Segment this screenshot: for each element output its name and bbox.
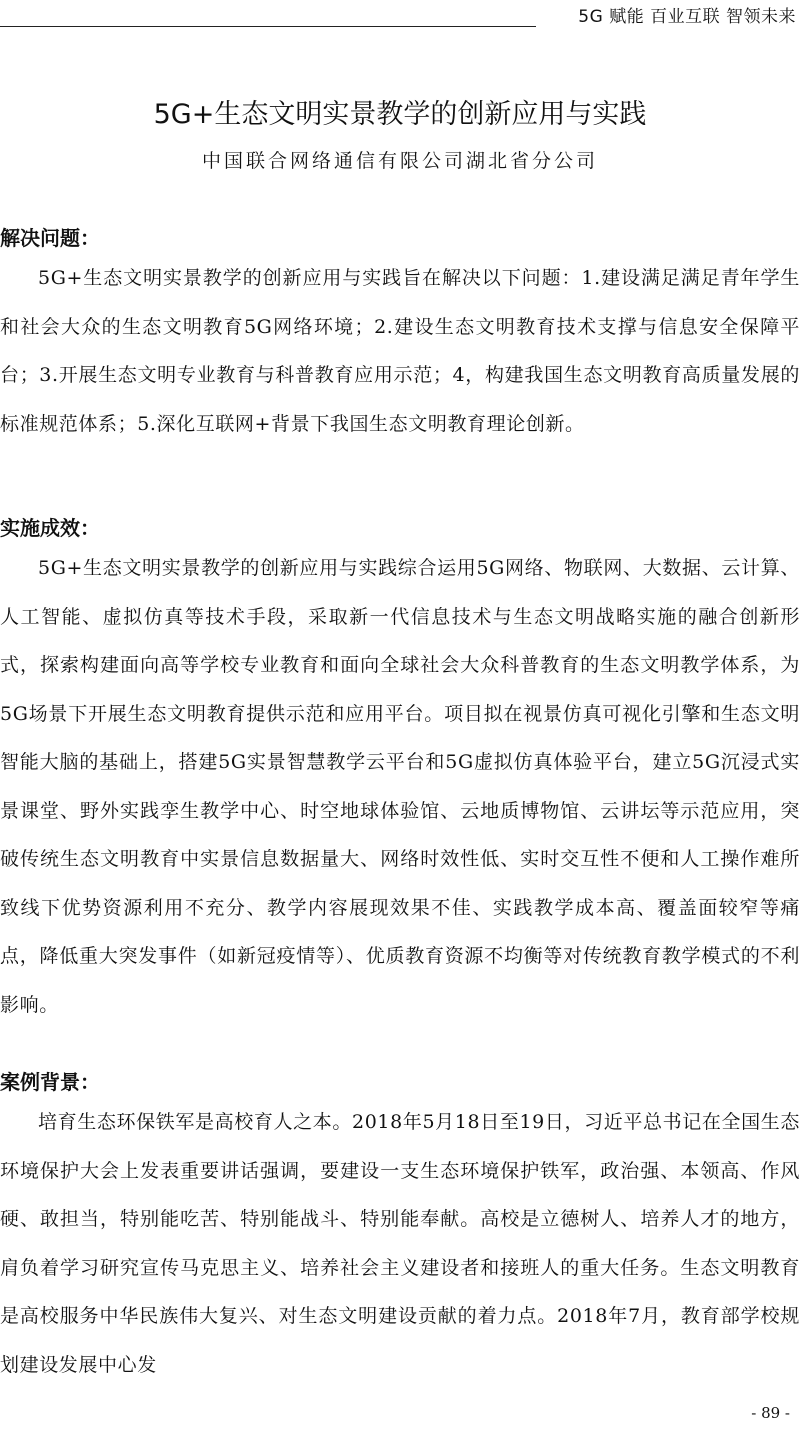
section-heading-background: 案例背景： — [0, 1070, 100, 1094]
page-header — [0, 2, 800, 28]
document-title: 5G+生态文明实景教学的创新应用与实践 — [153, 99, 647, 130]
header-slogan: 5G 赋能 百业互联 智领未来 — [578, 7, 796, 27]
header-rule — [0, 26, 536, 27]
page-number: - 89 - — [751, 1404, 790, 1422]
organization-name: 中国联合网络通信有限公司湖北省分公司 — [201, 150, 598, 172]
section-body-background: 培育生态环保铁军是高校育人之本。2018年5月18日至19日，习近平总书记在全国生态环境保护大会上发表重要讲话强调，要建设一支生态环境保护铁军，政治强、本领高、作风硬、敢担当，特别能吃苦、特别能战斗、特别能奉献。高校是立德树人、培养人才的地方，肩负着学习研究宣传马克思主义、培养社会主义建设者和接班人的重大任务。生态文明教育是高校服务中华民族伟大复兴、对生态文明建设贡献的着力点。2018年7月，教育部学校规划建设发展中心发 — [0, 1111, 800, 1376]
section-heading-results: 实施成效： — [0, 516, 100, 540]
section-heading-problems: 解决问题： — [0, 226, 100, 250]
section-body-results: 5G+生态文明实景教学的创新应用与实践综合运用5G网络、物联网、大数据、云计算、人工智能、虚拟仿真等技术手段，采取新一代信息技术与生态文明战略实施的融合创新形式，探索构建面向高等学校专业教育和面向全球社会大众科普教育的生态文明教学体系，为5G场景下开展生态文明教育提供示范和应用平台。项目拟在视景仿真可视化引擎和生态文明智能大脑的基础上，搭建5G实景智慧教学云平台和5G虚拟仿真体验平台，建立5G沉浸式实景课堂、野外实践孪生教学中心、时空地球体验馆、云地质博物馆、云讲坛等示范应用，突破传统生态文明教育中实景信息数据量大、网络时效性低、实时交互性不便和人工操作难所致线下优势资源利用不充分、教学内容展现效果不佳、实践教学成本高、覆盖面较窄等痛点，降低重大突发事件（如新冠疫情等）、优质教育资源不均衡等对传统教育教学模式的不利影响。 — [0, 557, 800, 1016]
section-body-problems: 5G+生态文明实景教学的创新应用与实践旨在解决以下问题：1.建设满足满足青年学生和社会大众的生态文明教育5G网络环境；2.建设生态文明教育技术支撑与信息安全保障平台；3.开展生态文明专业教育与科普教育应用示范；4，构建我国生态文明教育高质量发展的标准规范体系；5.深化互联网+背景下我国生态文明教育理论创新。 — [0, 267, 800, 435]
